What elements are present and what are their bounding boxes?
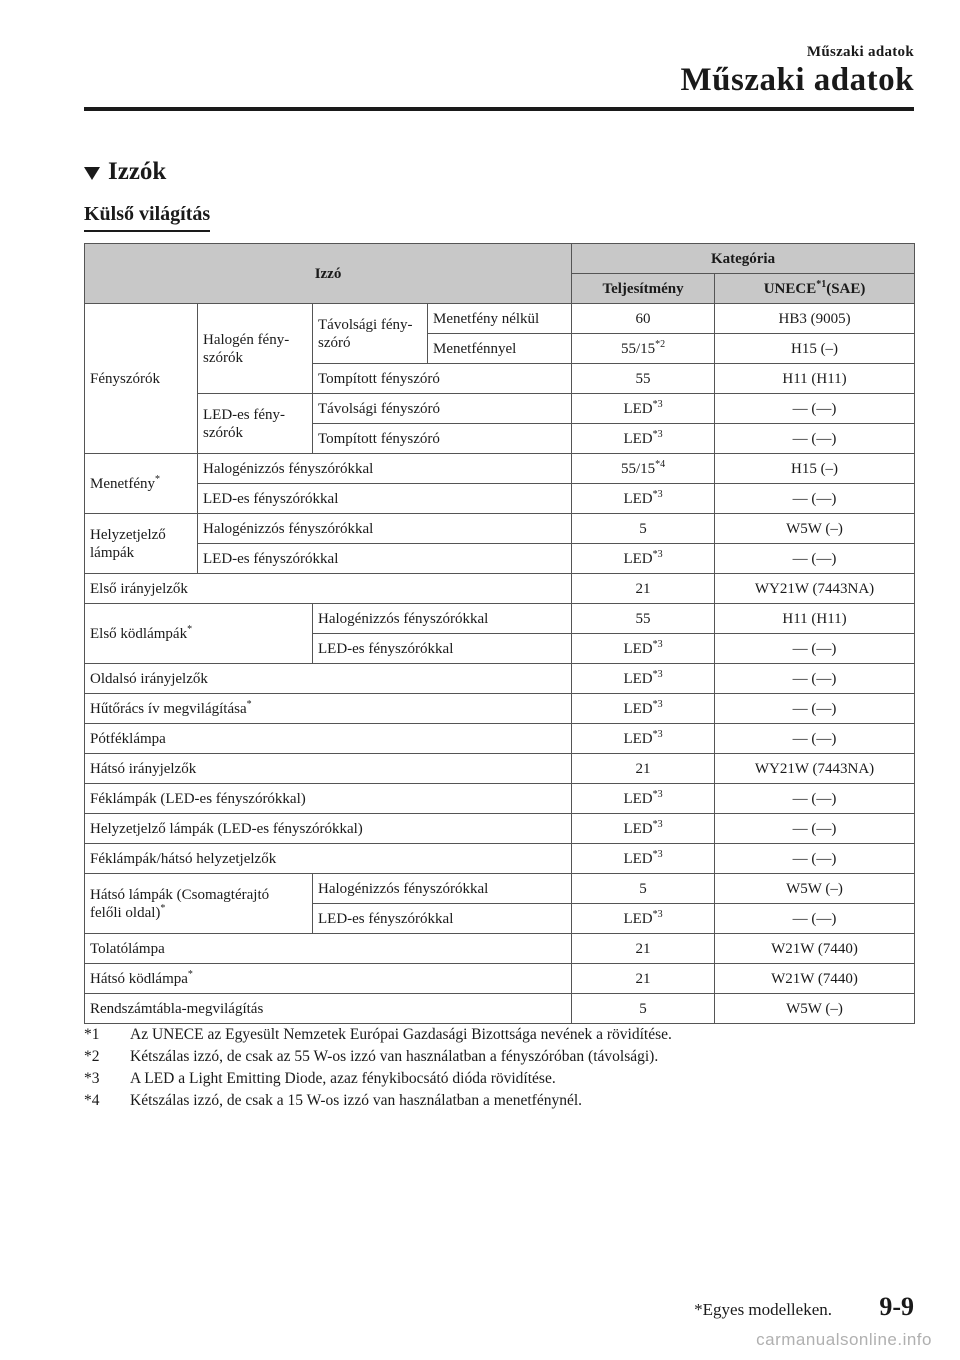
cell-unece: WY21W (7443NA) bbox=[715, 574, 915, 604]
cell-power: LED$^{*3}$ bbox=[572, 394, 715, 424]
cell-unece: H15 (–) bbox=[715, 334, 915, 364]
table-row bbox=[85, 724, 915, 754]
footnote-2: *2 Kétszálas izzó, de csak az 55 W-os izzó van használatban a fényszóróban (távolsági). bbox=[84, 1048, 659, 1065]
cell-unece: W5W (–) bbox=[715, 994, 915, 1024]
cell-unece: H15 (–) bbox=[715, 454, 915, 484]
running-header-title: Műszaki adatok bbox=[680, 62, 914, 98]
header-rule bbox=[84, 107, 914, 111]
cell-unece: W5W (–) bbox=[715, 514, 915, 544]
triangle-bullet-icon bbox=[84, 167, 100, 180]
footnote-3: *3 A LED a Light Emitting Diode, azaz fénykibocsátó dióda rövidítése. bbox=[84, 1070, 556, 1087]
cell-unece: — (—) bbox=[715, 484, 915, 514]
cell-unece: — (—) bbox=[715, 424, 915, 454]
header-power: Teljesítmény bbox=[572, 274, 715, 304]
footnote-1: *1 Az UNECE az Egyesült Nemzetek Európai Gazdasági Bizottsága nevének a rövidítése. bbox=[84, 1026, 672, 1043]
cell-feklampak-led: Féklámpák (LED-es fényszórókkal) bbox=[85, 784, 572, 814]
cell-power: LED$^{*3}$ bbox=[572, 784, 715, 814]
running-header-small: Műszaki adatok bbox=[806, 44, 914, 60]
subsection-title: Külső világítás bbox=[84, 203, 210, 232]
cell-power: 60 bbox=[572, 304, 715, 334]
page-number: 9-9 bbox=[879, 1292, 914, 1321]
table-row bbox=[85, 934, 915, 964]
cell-power: 55/15$^{*4}$ bbox=[572, 454, 715, 484]
footnotes bbox=[84, 1024, 914, 1112]
cell-unece: — (—) bbox=[715, 844, 915, 874]
cell-unece: H11 (H11) bbox=[715, 364, 915, 394]
table-row bbox=[85, 754, 915, 784]
table-row bbox=[85, 664, 915, 694]
cell-unece: W5W (–) bbox=[715, 874, 915, 904]
table-row bbox=[85, 484, 915, 514]
cell-halogenizzos: Halogénizzós fényszórókkal bbox=[313, 604, 572, 634]
cell-tolatolampa: Tolatólámpa bbox=[85, 934, 572, 964]
table-row bbox=[85, 304, 915, 334]
cell-unece: — (—) bbox=[715, 394, 915, 424]
cell-power: 55/15$^{*2}$ bbox=[572, 334, 715, 364]
cell-hatso-iranyjelzok: Hátsó irányjelzők bbox=[85, 754, 572, 784]
header-bulb: Izzó bbox=[85, 244, 572, 304]
cell-power: LED$^{*3}$ bbox=[572, 694, 715, 724]
watermark: carmanualsonline.info bbox=[756, 1330, 932, 1349]
cell-ledes: LED-es fényszórókkal bbox=[313, 904, 572, 934]
bulb-table bbox=[84, 243, 915, 1024]
cell-hatso-lampak: Hátsó lámpák (Csomagtérajtó felőli oldal)* bbox=[85, 874, 313, 934]
cell-power: 21 bbox=[572, 964, 715, 994]
section-title bbox=[84, 158, 166, 186]
cell-helyzetjelzo-led: Helyzetjelző lámpák (LED-es fényszórókkal) bbox=[85, 814, 572, 844]
cell-tavolsagi: Távolsági fény- szóró bbox=[313, 304, 428, 364]
cell-elso-iranyjelzok: Első irányjelzők bbox=[85, 574, 572, 604]
footnote-4: *4 Kétszálas izzó, de csak a 15 W-os izzó van használatban a menetfénynél. bbox=[84, 1092, 583, 1109]
cell-hatso-kodlampa: Hátsó ködlámpa* bbox=[85, 964, 572, 994]
cell-hutorach: Hűtőrács ív megvilágítása* bbox=[85, 694, 572, 724]
cell-unece: — (—) bbox=[715, 544, 915, 574]
cell-power: LED$^{*3}$ bbox=[572, 904, 715, 934]
cell-unece: WY21W (7443NA) bbox=[715, 754, 915, 784]
cell-power: LED$^{*3}$ bbox=[572, 724, 715, 754]
table-row bbox=[85, 844, 915, 874]
cell-menetfeny: Menetfény* bbox=[85, 454, 198, 514]
cell-power: LED$^{*3}$ bbox=[572, 544, 715, 574]
cell-power: LED$^{*3}$ bbox=[572, 844, 715, 874]
cell-tavolsagi-fenyszoro: Távolsági fényszóró bbox=[313, 394, 572, 424]
cell-power: 5 bbox=[572, 514, 715, 544]
table-row bbox=[85, 604, 915, 634]
cell-tompitott: Tompított fényszóró bbox=[313, 424, 572, 454]
cell-ledes: LED-es fényszórókkal bbox=[198, 484, 572, 514]
cell-unece: HB3 (9005) bbox=[715, 304, 915, 334]
cell-power: 21 bbox=[572, 934, 715, 964]
cell-fenyszorok: Fényszórók bbox=[85, 304, 198, 454]
cell-power: 55 bbox=[572, 604, 715, 634]
cell-power: LED$^{*3}$ bbox=[572, 814, 715, 844]
cell-rendszamtabla: Rendszámtábla-megvilágítás bbox=[85, 994, 572, 1024]
table-row bbox=[85, 784, 915, 814]
cell-unece: — (—) bbox=[715, 634, 915, 664]
cell-power: LED$^{*3}$ bbox=[572, 484, 715, 514]
table-row bbox=[85, 814, 915, 844]
cell-unece: — (—) bbox=[715, 904, 915, 934]
cell-power: 21 bbox=[572, 574, 715, 604]
table-row bbox=[85, 514, 915, 544]
cell-helyzetjelzo: Helyzetjelző lámpák bbox=[85, 514, 198, 574]
cell-unece: W21W (7440) bbox=[715, 964, 915, 994]
cell-unece: — (—) bbox=[715, 724, 915, 754]
cell-potfeklampa: Pótféklámpa bbox=[85, 724, 572, 754]
cell-led-es: LED-es fény- szórók bbox=[198, 394, 313, 454]
cell-power: LED$^{*3}$ bbox=[572, 634, 715, 664]
table-header-row bbox=[85, 244, 915, 274]
cell-unece: — (—) bbox=[715, 664, 915, 694]
cell-halogenizzos: Halogénizzós fényszórókkal bbox=[198, 454, 572, 484]
table-row bbox=[85, 874, 915, 904]
cell-menetfeny-nelkul: Menetfény nélkül bbox=[428, 304, 572, 334]
table-row bbox=[85, 544, 915, 574]
cell-feklampak-hatso: Féklámpák/hátsó helyzetjelzők bbox=[85, 844, 572, 874]
cell-ledes: LED-es fényszórókkal bbox=[198, 544, 572, 574]
cell-halogen: Halogén fény- szórók bbox=[198, 304, 313, 394]
cell-power: 21 bbox=[572, 754, 715, 784]
header-category: Kategória bbox=[572, 244, 915, 274]
footer-note: *Egyes modelleken. bbox=[694, 1300, 832, 1319]
header-unece: UNECE$^{*1}$(SAE) bbox=[715, 274, 915, 304]
cell-unece: H11 (H11) bbox=[715, 604, 915, 634]
cell-power: 5 bbox=[572, 874, 715, 904]
cell-halogenizzos: Halogénizzós fényszórókkal bbox=[198, 514, 572, 544]
table-row bbox=[85, 394, 915, 424]
table-row bbox=[85, 574, 915, 604]
cell-unece: — (—) bbox=[715, 814, 915, 844]
table-row bbox=[85, 694, 915, 724]
cell-power: LED$^{*3}$ bbox=[572, 664, 715, 694]
section-title-text: Izzók bbox=[108, 158, 167, 185]
table-row bbox=[85, 964, 915, 994]
cell-oldalso-iranyjelzok: Oldalsó irányjelzők bbox=[85, 664, 572, 694]
cell-unece: W21W (7440) bbox=[715, 934, 915, 964]
cell-menetfennyel: Menetfénnyel bbox=[428, 334, 572, 364]
cell-elso-kodlampak: Első ködlámpák* bbox=[85, 604, 313, 664]
cell-power: 55 bbox=[572, 364, 715, 394]
cell-power: LED$^{*3}$ bbox=[572, 424, 715, 454]
cell-halogenizzos: Halogénizzós fényszórókkal bbox=[313, 874, 572, 904]
cell-unece: — (—) bbox=[715, 694, 915, 724]
cell-tompitott: Tompított fényszóró bbox=[313, 364, 572, 394]
cell-power: 5 bbox=[572, 994, 715, 1024]
cell-ledes: LED-es fényszórókkal bbox=[313, 634, 572, 664]
cell-unece: — (—) bbox=[715, 784, 915, 814]
table-row bbox=[85, 454, 915, 484]
table-row bbox=[85, 994, 915, 1024]
